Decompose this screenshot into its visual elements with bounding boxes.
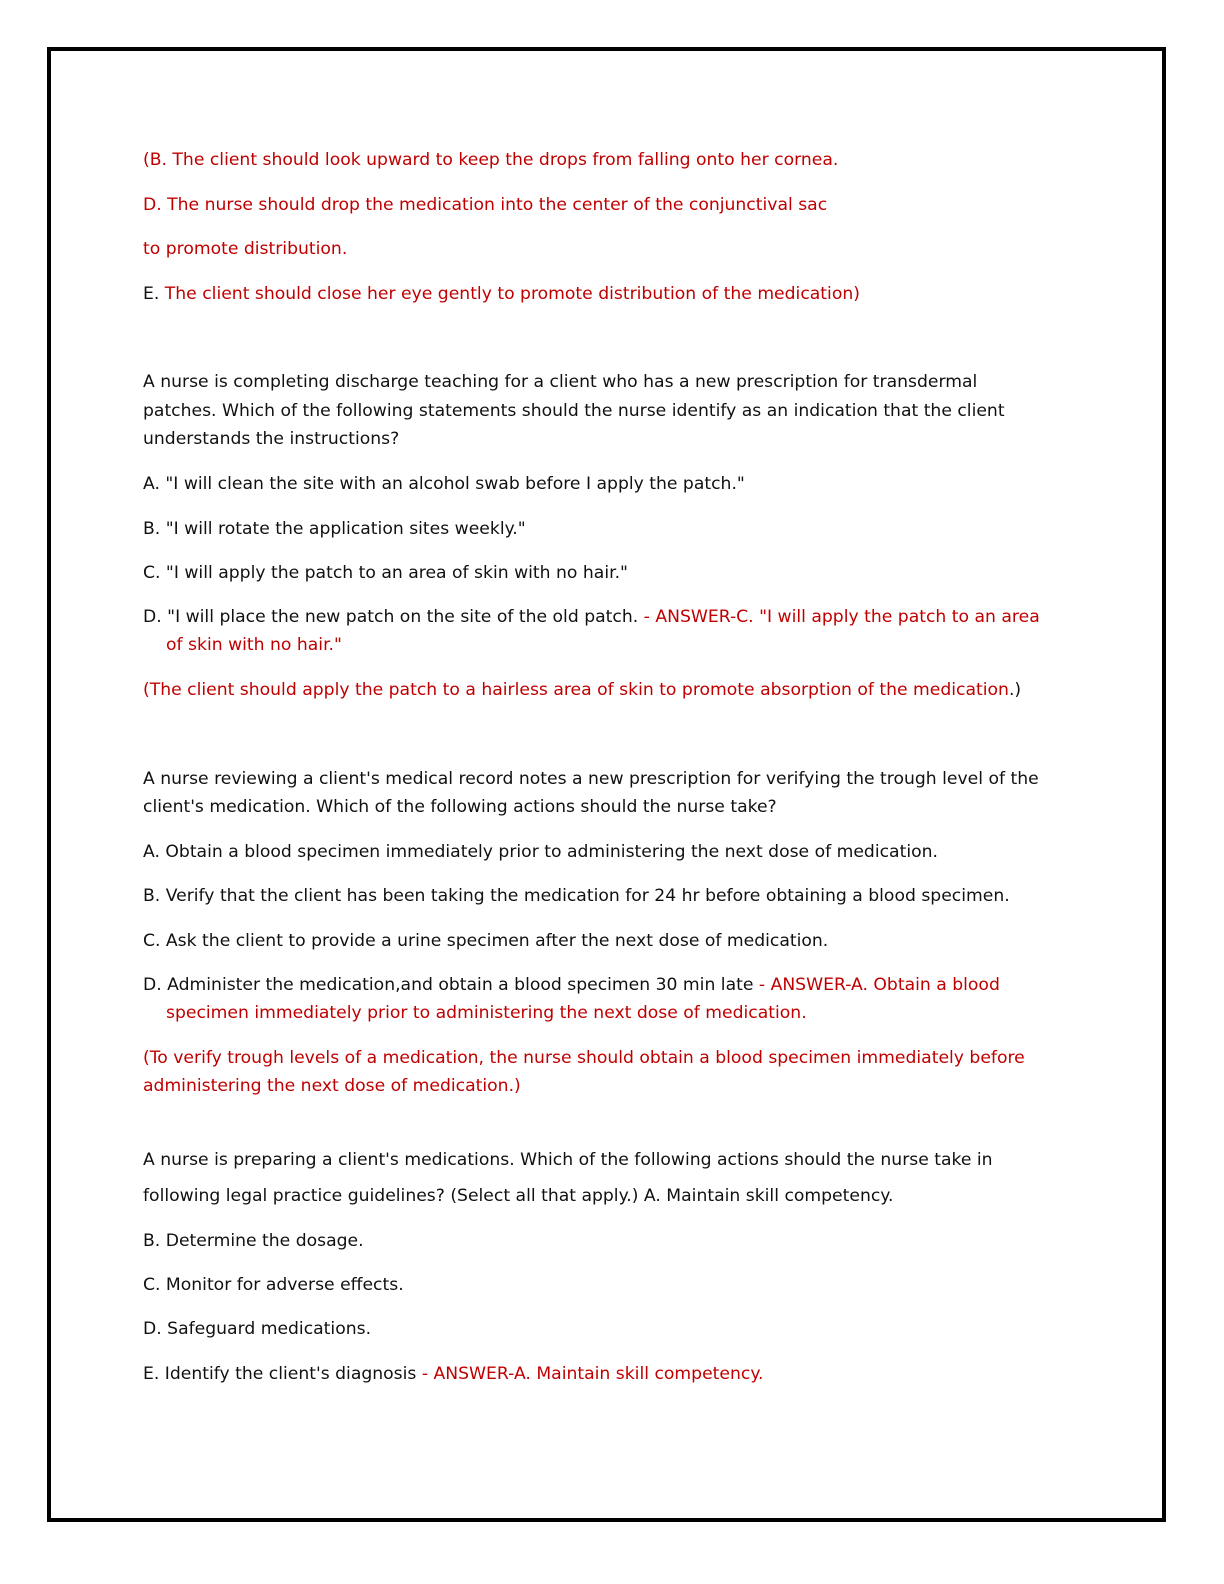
q2-option-a: A. Obtain a blood specimen immediately prior to administering the next dose of medication. [143, 842, 938, 862]
prev-rationale-d-line2: to promote distribution. [143, 239, 348, 259]
q2-rationale-line1: (To verify trough levels of a medication, the nurse should obtain a blood specimen immediately before [143, 1048, 1025, 1068]
q2-option-b: B. Verify that the client has been taking the medication for 24 hr before obtaining a blood specimen. [143, 886, 1010, 906]
q2-answer: - ANSWER-A. Obtain a blood [753, 975, 1000, 995]
q3-stem-line2: following legal practice guidelines? (Select all that apply.) A. Maintain skill competency. [143, 1186, 894, 1206]
q1-answer: - ANSWER-C. "I will apply the patch to an area [638, 607, 1040, 627]
q1-stem-line3: understands the instructions? [143, 429, 400, 449]
prev-rationale-d-line1: D. The nurse should drop the medication into the center of the conjunctival sac [143, 195, 828, 215]
q1-option-b: B. "I will rotate the application sites weekly." [143, 519, 526, 539]
prev-rationale-b: (B. The client should look upward to keep the drops from falling onto her cornea. [143, 150, 839, 170]
prev-rationale-e-prefix: E. [143, 284, 160, 304]
q3-option-c: C. Monitor for adverse effects. [143, 1275, 404, 1295]
q2-rationale-line2: administering the next dose of medication.) [143, 1076, 521, 1096]
q3-option-e-text: E. Identify the client's diagnosis [143, 1364, 417, 1384]
q1-rationale-text: (The client should apply the patch to a hairless area of skin to promote absorption of the medication [143, 680, 1009, 700]
q1-answer-cont: of skin with no hair." [166, 635, 342, 655]
q1-option-d [143, 607, 1040, 627]
q2-option-d-text: D. Administer the medication,and obtain a blood specimen 30 min late [143, 975, 754, 995]
q2-stem-line1: A nurse reviewing a client's medical record notes a new prescription for verifying the trough level of the [143, 769, 1039, 789]
q2-option-c: C. Ask the client to provide a urine specimen after the next dose of medication. [143, 931, 829, 951]
q2-stem-line2: client's medication. Which of the following actions should the nurse take? [143, 797, 777, 817]
q1-rationale [143, 680, 1021, 700]
q3-option-b: B. Determine the dosage. [143, 1231, 364, 1251]
prev-rationale-e [143, 284, 860, 304]
q1-option-c: C. "I will apply the patch to an area of skin with no hair." [143, 563, 628, 583]
q3-option-d: D. Safeguard medications. [143, 1319, 372, 1339]
q3-option-e [143, 1364, 764, 1384]
q3-answer: - ANSWER-A. Maintain skill competency. [416, 1364, 764, 1384]
prev-rationale-e-text: The client should close her eye gently to promote distribution of the medication) [159, 284, 860, 304]
q1-rationale-end: .) [1008, 680, 1022, 700]
q3-stem-line1: A nurse is preparing a client's medications. Which of the following actions should the nurse take in [143, 1150, 993, 1170]
q2-option-d [143, 975, 1000, 995]
q1-option-d-text: D. "I will place the new patch on the site of the old patch. [143, 607, 639, 627]
q2-answer-cont: specimen immediately prior to administering the next dose of medication. [166, 1003, 807, 1023]
q1-option-a: A. "I will clean the site with an alcohol swab before I apply the patch." [143, 474, 745, 494]
q1-stem-line1: A nurse is completing discharge teaching for a client who has a new prescription for transdermal [143, 372, 978, 392]
q1-stem-line2: patches. Which of the following statements should the nurse identify as an indication that the client [143, 401, 1005, 421]
